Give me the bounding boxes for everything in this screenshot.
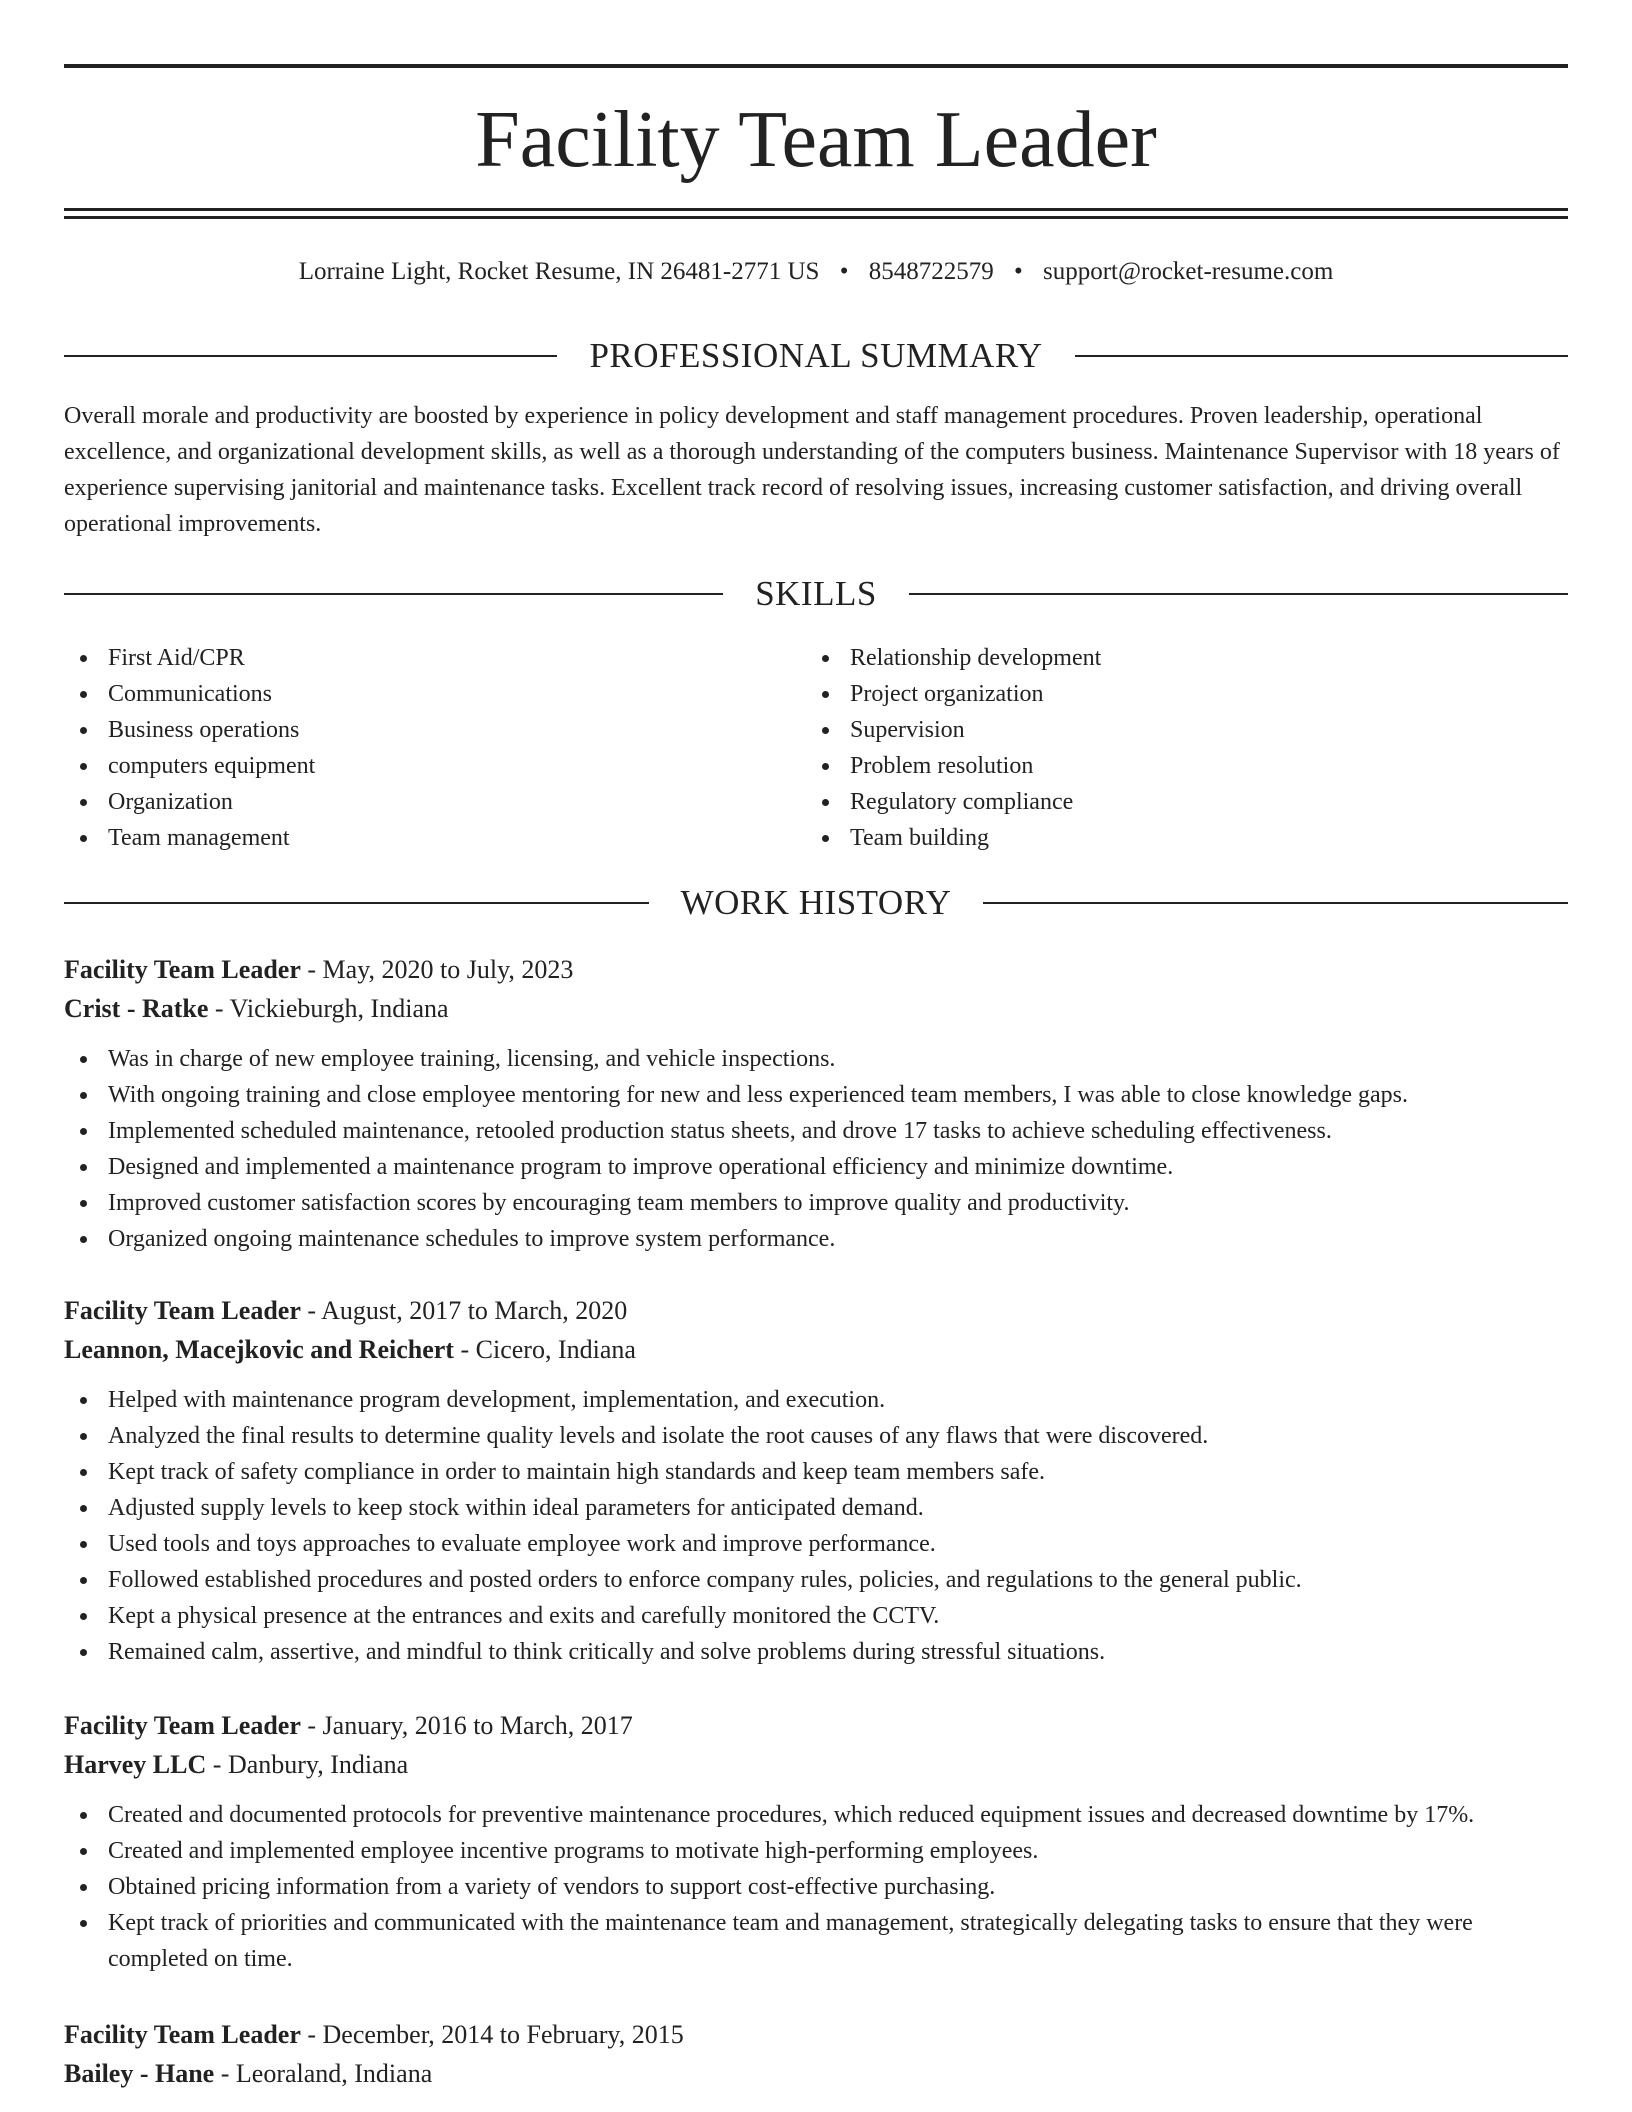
resume-title: Facility Team Leader — [475, 96, 1157, 184]
skill-item: Relationship development — [806, 640, 1548, 676]
job-title-line — [64, 950, 1568, 989]
job-bullet: Kept a physical presence at the entrances and exits and carefully monitored the CCTV. — [64, 1598, 1568, 1634]
work-history-heading-label: WORK HISTORY — [680, 883, 952, 922]
header-top-rule — [64, 64, 1568, 68]
section-rule-left — [64, 902, 649, 904]
contact-email: support@rocket-resume.com — [1042, 258, 1334, 285]
job-bullet: Helped with maintenance program development, implementation, and execution. — [64, 1382, 1568, 1418]
skills-list — [64, 640, 1568, 856]
skill-item: Team management — [64, 820, 806, 856]
skill-item: Regulatory compliance — [806, 784, 1548, 820]
header-bottom-rule-2 — [64, 216, 1568, 219]
job-title-line — [64, 1706, 1568, 1745]
skills-heading — [64, 572, 1568, 616]
job-dash: - — [214, 2059, 236, 2088]
job-title-line — [64, 2015, 1568, 2054]
section-rule-left — [64, 593, 723, 595]
job-dash: - — [300, 2020, 323, 2049]
job-dash: - — [300, 1296, 322, 1325]
job-bullet: Designed and implemented a maintenance program to improve operational efficiency and minimize downtime. — [64, 1149, 1568, 1185]
job-dash: - — [453, 1335, 476, 1364]
section-rule-left — [64, 355, 557, 357]
job-bullet: Created and implemented employee incentive programs to motivate high-performing employees. — [64, 1833, 1568, 1869]
job-bullet: Remained calm, assertive, and mindful to think critically and solve problems during stressful situations. — [64, 1634, 1568, 1670]
job-company-line — [64, 2054, 1568, 2093]
job-bullet: Implemented scheduled maintenance, retooled production status sheets, and drove 17 tasks to achieve scheduling effectiveness. — [64, 1113, 1568, 1149]
job-title: Facility Team Leader — [64, 955, 301, 984]
section-rule-right — [983, 902, 1568, 904]
job-dash: - — [208, 994, 230, 1023]
skill-item: Business operations — [64, 712, 806, 748]
job-dates: August, 2017 to March, 2020 — [321, 1296, 628, 1325]
contact-separator: • — [1013, 258, 1023, 285]
job-dash: - — [300, 955, 323, 984]
job-dash: - — [300, 1711, 323, 1740]
skill-item: Supervision — [806, 712, 1548, 748]
skills-column-left — [64, 640, 806, 856]
summary-heading — [64, 334, 1568, 378]
job-company-line — [64, 1745, 1568, 1784]
job-location: Danbury, Indiana — [227, 1750, 409, 1779]
skill-item: Organization — [64, 784, 806, 820]
job-title: Facility Team Leader — [64, 1711, 301, 1740]
job-bullets — [64, 1041, 1568, 1257]
header-bottom-rule — [64, 208, 1568, 211]
job-location: Cicero, Indiana — [475, 1335, 636, 1364]
job-title: Facility Team Leader — [64, 2020, 301, 2049]
job-entry — [64, 2015, 1568, 2093]
work-history-heading — [64, 881, 1568, 925]
job-company: Bailey - Hane — [64, 2059, 215, 2088]
job-dates: December, 2014 to February, 2015 — [322, 2020, 684, 2049]
job-bullet: Improved customer satisfaction scores by encouraging team members to improve quality and productivity. — [64, 1185, 1568, 1221]
job-location: Vickieburgh, Indiana — [229, 994, 449, 1023]
contact-line — [64, 254, 1568, 290]
job-bullet: Created and documented protocols for preventive maintenance procedures, which reduced equipment issues and decreased downtime by 17%. — [64, 1797, 1568, 1833]
job-dash: - — [206, 1750, 228, 1779]
job-entry — [64, 950, 1568, 1257]
job-bullet: Followed established procedures and posted orders to enforce company rules, policies, and regulations to the general public. — [64, 1562, 1568, 1598]
job-location: Leoraland, Indiana — [235, 2059, 433, 2088]
job-bullet: Was in charge of new employee training, licensing, and vehicle inspections. — [64, 1041, 1568, 1077]
section-rule-right — [1075, 355, 1568, 357]
skill-item: Communications — [64, 676, 806, 712]
job-title: Facility Team Leader — [64, 1296, 301, 1325]
job-company-line — [64, 1330, 1568, 1369]
skill-item: computers equipment — [64, 748, 806, 784]
job-bullet: With ongoing training and close employee mentoring for new and less experienced team members, I was able to close knowledge gaps. — [64, 1077, 1568, 1113]
contact-address: Lorraine Light, Rocket Resume, IN 26481-2771 US — [298, 258, 820, 285]
summary-heading-label: PROFESSIONAL SUMMARY — [589, 336, 1043, 375]
job-entry — [64, 1706, 1568, 1977]
job-dates: January, 2016 to March, 2017 — [322, 1711, 633, 1740]
job-bullet: Used tools and toys approaches to evaluate employee work and improve performance. — [64, 1526, 1568, 1562]
skill-item: Project organization — [806, 676, 1548, 712]
summary-text: Overall morale and productivity are boosted by experience in policy development and staff management procedures. Proven leadership, operational excellence, and organizational development skills, as well as a thorough understanding of the computers business. Maintenance Supervisor with 18 years of experience supervising janitorial and maintenance tasks. Excellent track record of resolving issues, increasing customer satisfaction, and driving overall operational improvements. — [64, 403, 1560, 537]
job-bullet: Obtained pricing information from a variety of vendors to support cost-effective purchasing. — [64, 1869, 1568, 1905]
job-bullet: Analyzed the final results to determine quality levels and isolate the root causes of any flaws that were discovered. — [64, 1418, 1568, 1454]
job-title-line — [64, 1291, 1568, 1330]
job-company: Harvey LLC — [64, 1750, 207, 1779]
job-bullets — [64, 1797, 1568, 1977]
job-company: Crist - Ratke — [64, 994, 209, 1023]
skill-item: First Aid/CPR — [64, 640, 806, 676]
job-bullet: Kept track of priorities and communicated with the maintenance team and management, strategically delegating tasks to ensure that they were completed on time. — [64, 1905, 1568, 1977]
job-bullet: Adjusted supply levels to keep stock within ideal parameters for anticipated demand. — [64, 1490, 1568, 1526]
job-dates: May, 2020 to July, 2023 — [322, 955, 574, 984]
job-bullet: Kept track of safety compliance in order to maintain high standards and keep team members safe. — [64, 1454, 1568, 1490]
skill-item: Team building — [806, 820, 1548, 856]
job-company-line — [64, 989, 1568, 1028]
contact-separator: • — [839, 258, 849, 285]
contact-phone: 8548722579 — [868, 258, 994, 285]
skills-heading-label: SKILLS — [755, 574, 877, 613]
job-entry — [64, 1291, 1568, 1670]
job-bullets — [64, 1382, 1568, 1670]
skill-item: Problem resolution — [806, 748, 1548, 784]
skills-column-right — [806, 640, 1548, 856]
section-rule-right — [909, 593, 1568, 595]
job-bullet: Organized ongoing maintenance schedules to improve system performance. — [64, 1221, 1568, 1257]
job-company: Leannon, Macejkovic and Reichert — [64, 1335, 454, 1364]
